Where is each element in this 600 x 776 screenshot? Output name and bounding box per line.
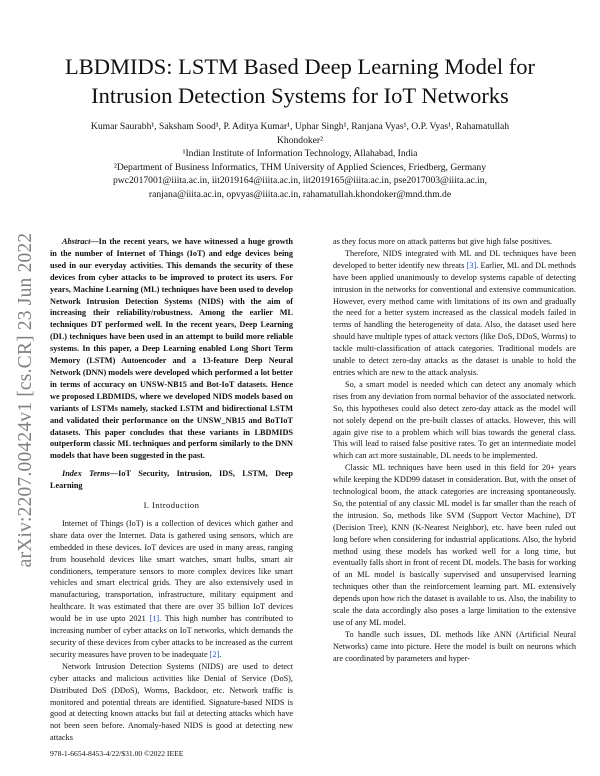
citation-link-1[interactable]: [1] [149,614,160,624]
right-paragraph-2: So, a smart model is needed which can detect any anomaly which rises from any deviation from normal behavior of the associated network. So, this hypotheses could also detect zero-day attack as the model will not solely depend on the pre-built classes of attacks. However, this will again give rise to a problem which will bias towards the general class. This will lead to raised false positive rates. To get an intermediate model which can act more sustainable, DL needs to be implemented. [333,379,576,461]
intro-paragraph-2: Network Intrusion Detection Systems (NIDS) are used to detect cyber attacks and malicious activities like Denial of Service (DoS), Distributed DoS (DDoS), Worms, Backdoor, etc. Network traffic is monitored and potential threats are identified. Signature-based NIDS is good at detecting known attacks but fail at detecting attacks which have not been seen before. Anomaly-based NIDS is good at detecting new attacks [50,661,293,743]
arxiv-identifier: arXiv:2207.00424v1 [cs.CR] 23 Jun 2022 [15,232,36,568]
index-terms [50,468,293,492]
paper-title [40,52,560,110]
copyright-footer: 978-1-6654-8453-4/22/$31.00 ©2022 IEEE [50,749,184,758]
author-block [40,120,560,201]
left-column [50,236,293,744]
authors-line-1: Kumar Saurabh¹, Saksham Sood¹, P. Aditya Kumar¹, Uphar Singh¹, Ranjana Vyas¹, O.P. Vyas¹, Rahamatullah [90,121,510,132]
arxiv-side-label [6,210,46,590]
index-terms-text: —IoT Security, Intrusion, IDS, LSTM, Deep Learning [50,469,293,491]
title-line-1: LBDMIDS: LSTM Based Deep Learning Model for [65,54,535,79]
citation-link-3[interactable]: [3] [466,260,477,270]
abstract-text: —In the recent years, we have witnessed a huge growth in the number of Internet of Things (IoT) and edge devices being used in our everyday activities. This demands the security of these devices from cyber attacks to be improved to protect its users. For years, Machine Learning (ML) techniques have been used to develop Network Intrusion Detection Systems (NIDS) with the aim of increasing their reliability/robustness. Among the earlier ML techniques DT performed well. In the recent years, Deep Learning (DL) techniques have been used in an attempt to build more reliable systems. In this paper, a Deep Learning enabled Long Short Term Memory (LSTM) Autoencoder and a 13-feature Deep Neural Network (DNN) models were developed which performed a lot better in terms of accuracy on UNSW-NB15 and Bot-IoT datasets. Hence we proposed LBDMIDS, where we developed NIDS models based on variants of LSTMs namely, stacked LSTM and bidirectional LSTM and validated their performance on the UNSW_NB15 and BoTIoT datasets. This paper concludes that these variants in LBDMIDS outperform classic ML techniques and perform similarly to the DNN models that have been suggested in the past. [50,237,293,461]
intro-p1-part-b: . This high number has contributed to increasing number of cyber attacks on IoT networks, which demands the security of these devices from cyber attacks to be increased as the current security measures have proven to be inadequate [50,614,293,659]
affiliation-2: ²Department of Business Informatics, THM University of Applied Sciences, Friedberg, Germany [113,161,487,173]
intro-p1-part-a: Internet of Things (IoT) is a collection of devices which gather and share data over the Internet. Data is gathered using sensors, which are embedded in these devices. IoT devices are used in many areas, ranging from household devices like smart watches, smart bulbs, smart air conditioners, temperature sensors to more complex devices like smart vehicles and smart electrical grids. They are also extensively used in manufacturing, transportation, infrastructure, military equipment and healthcare. It was estimated that there are over 35 billion IoT devices would be in use upto 2021 [50,518,293,624]
abstract [50,236,293,462]
index-terms-label: Index Terms [62,469,110,479]
affiliation-1: ¹Indian Institute of Information Technology, Allahabad, India [182,148,418,159]
right-column [333,236,576,665]
emails-line-2: ranjana@iiita.ac.in, opvyas@iiita.ac.in, rahamatullah.khondoker@mnd.thm.de [148,188,452,200]
emails-line-1: pwc2017001@iiita.ac.in, iit2019164@iiita.ac.in, iit2019165@iiita.ac.in, pse2017003@iiita.ac.in, [113,175,487,186]
intro-paragraph-1 [50,518,293,661]
right-paragraph-4: To handle such issues, DL methods like ANN (Artificial Neural Networks) came into picture. Here the model is built on neurons which are coordinated by parameters and hyper- [333,629,576,663]
intro-p1-part-c: . [219,649,222,659]
right-paragraph-0: as they focus more on attack patterns but give high false positives. [333,237,553,246]
right-p1-part-a: Therefore, NIDS integrated with ML and DL techniques have been developed to better identify new threats [333,248,576,270]
right-p1-part-b: . Earlier, ML and DL methods have been applied unanimously to develop systems capable of detecting intrusion in the networks for conventional and extensive communication. However, every method came with limitations of its own and gradually the need for a better system increased as the classical models failed in terms of handling the heterogeneity of data. Also, the dataset used here should have multiple types of attack vectors (like DoS, DDoS, Worms) to tackle multi-classification of attack categories. Traditional models are unable to detect zero-day attacks as the dataset is unable to hold the entries which are new to the attack analysis. [333,260,576,377]
section-heading: I. Introduction [143,500,200,511]
right-paragraph-3: Classic ML techniques have been used in this field for 20+ years while keeping the KDD99 dataset in consideration. But, with the onset of technological boom, the attack categories are increasing spontaneously. So, the potential of any classic ML model is far smaller than the reach of the intrusion. So, methods like SVM (Support Vector Machine), DT (Decision Tree), KNN (K-Nearest Neighbor), etc. have been ruled out long before when considering for industrial applications. Also, the hybrid method using these models has worked well for a long time, but eventually falls short in front of recent DL models. The basis for working of an ML model is basically supervised and unsupervised learning techniques other than the reinforcement learning part. ML extensively depends upon how rich the dataset is available to us. Also, the inability to scale the data accordingly also poses a large limitation to the extensive use of any ML model. [333,463,576,627]
title-line-2: Intrusion Detection Systems for IoT Networks [91,83,509,108]
authors-line-2: Khondoker² [276,134,324,146]
citation-link-2[interactable]: [2] [209,649,220,659]
right-paragraph-1 [333,248,576,379]
abstract-label: Abstract [62,237,91,246]
